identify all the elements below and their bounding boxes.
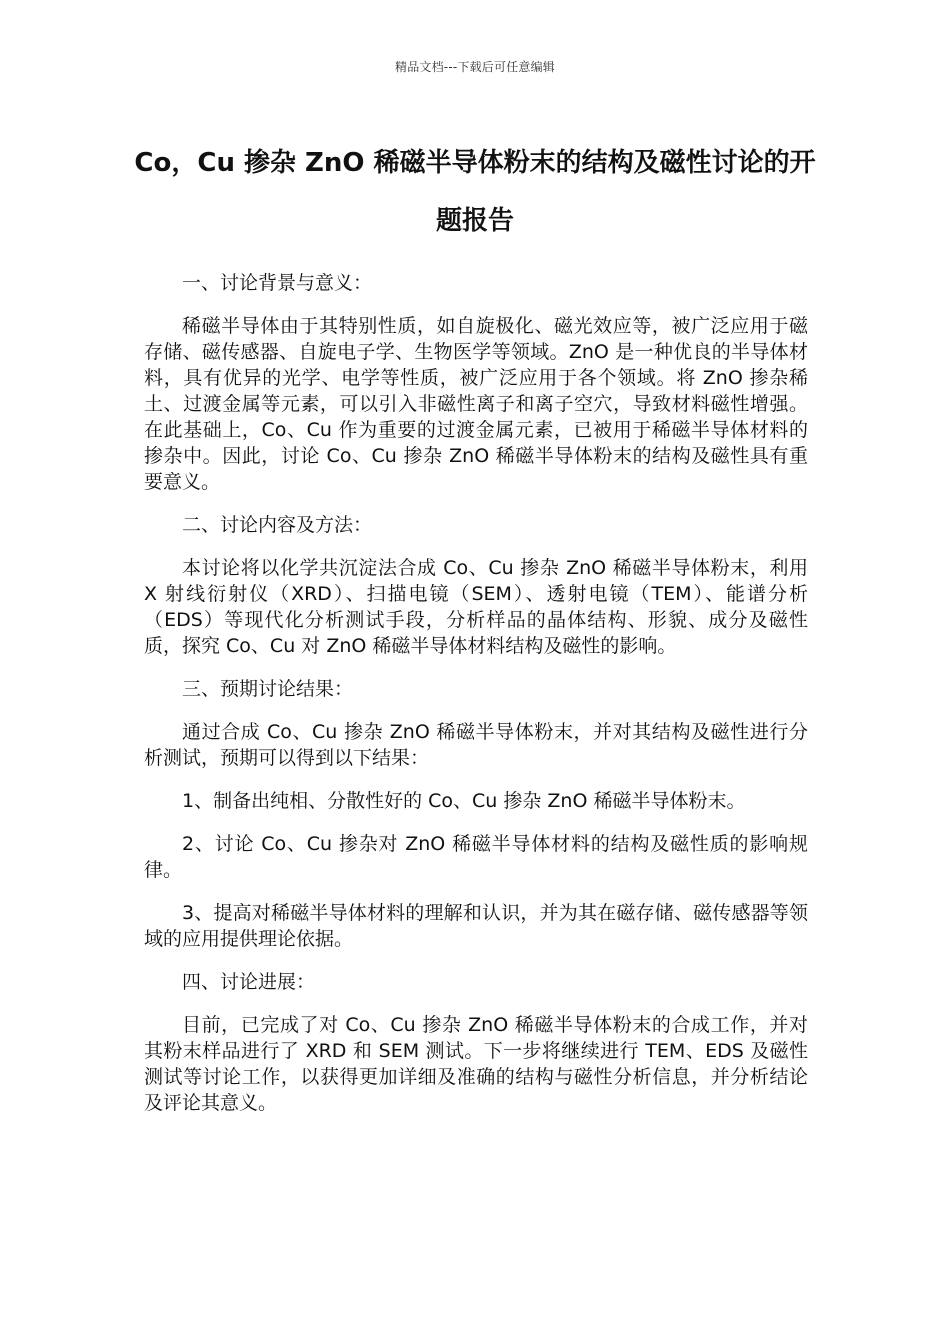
list-item-result-2: 2、讨论 Co、Cu 掺杂对 ZnO 稀磁半导体材料的结构及磁性质的影响规律。 — [144, 833, 808, 881]
section-heading-expected-results: 三、预期讨论结果： — [182, 678, 354, 700]
document-body — [144, 270, 808, 1133]
paragraph-background: 稀磁半导体由于其特别性质，如自旋极化、磁光效应等，被广泛应用于磁存储、磁传感器、自旋电子学、生物医学等领域。ZnO 是一种优良的半导体材料，具有优异的光学、电学等性质，被广泛应用于各个领域。将 ZnO 掺杂稀土、过渡金属等元素，可以引入非磁性离子和离子空穴，导致材料磁性增强。在此基础上，Co、Cu 作为重要的过渡金属元素，已被用于稀磁半导体材料的掺杂中。因此，讨论 Co、Cu 掺杂 ZnO 稀磁半导体粉末的结构及磁性具有重要意义。 — [144, 315, 808, 493]
list-item-result-1: 1、制备出纯相、分散性好的 Co、Cu 掺杂 ZnO 稀磁半导体粉末。 — [182, 790, 746, 812]
section-heading-progress: 四、讨论进展： — [182, 971, 316, 993]
section-heading-background: 一、讨论背景与意义： — [182, 272, 373, 294]
header-note: 精品文档---下载后可任意编辑 — [395, 60, 555, 74]
paragraph-methods: 本讨论将以化学共沉淀法合成 Co、Cu 掺杂 ZnO 稀磁半导体粉末，利用 X 射线衍射仪（XRD）、扫描电镜（SEM）、透射电镜（TEM）、能谱分析（EDS）等现代化分析测试手段，分析样品的晶体结构、形貌、成分及磁性质，探究 Co、Cu 对 ZnO 稀磁半导体材料结构及磁性的影响。 — [144, 557, 808, 657]
paragraph-expected-results-intro: 通过合成 Co、Cu 掺杂 ZnO 稀磁半导体粉末，并对其结构及磁性进行分析测试，预期可以得到以下结果： — [144, 721, 808, 769]
paragraph-progress: 目前，已完成了对 Co、Cu 掺杂 ZnO 稀磁半导体粉末的合成工作，并对其粉末样品进行了 XRD 和 SEM 测试。下一步将继续进行 TEM、EDS 及磁性测试等讨论工作，以获得更加详细及准确的结构与磁性分析信息，并分析结论及评论其意义。 — [144, 1014, 808, 1114]
document-title: Co，Cu 掺杂 ZnO 稀磁半导体粉末的结构及磁性讨论的开题报告 — [134, 148, 816, 236]
section-heading-methods: 二、讨论内容及方法： — [182, 514, 373, 536]
list-item-result-3: 3、提高对稀磁半导体材料的理解和认识，并为其在磁存储、磁传感器等领域的应用提供理论依据。 — [144, 902, 808, 950]
